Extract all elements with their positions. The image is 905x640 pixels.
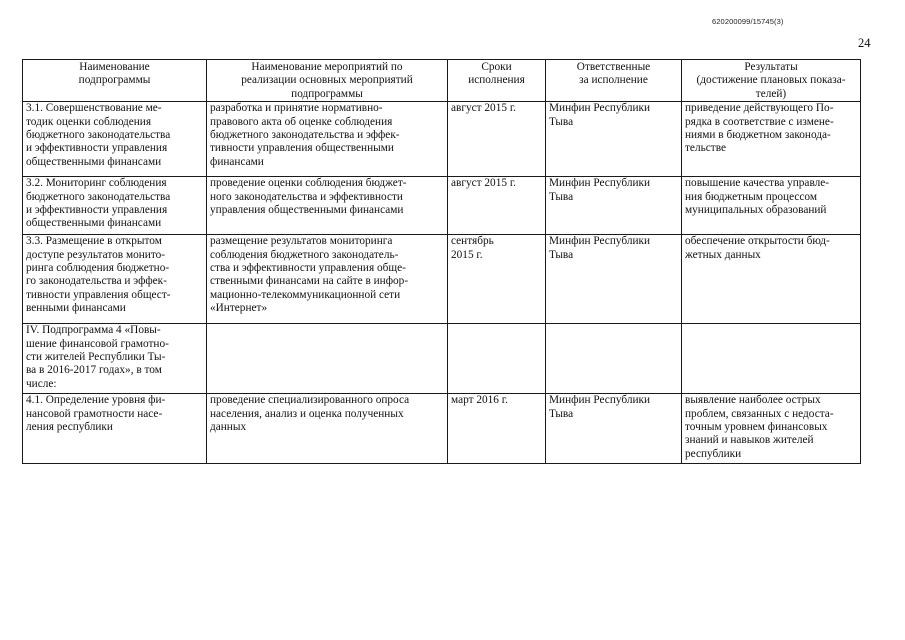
table-row (23, 324, 861, 394)
cell-subprogram: 3.2. Мониторинг соблюдения бюджетного законодательства и эффективности управления общественными финансами (23, 177, 207, 235)
cell-responsible: Минфин Республики Тыва (546, 102, 682, 177)
table-row (23, 394, 861, 464)
table-row (23, 102, 861, 177)
column-header-subprogram: Наименование подпрограммы (23, 60, 207, 102)
column-header-result: Результаты (достижение плановых показа- телей) (682, 60, 861, 102)
column-header-activity: Наименование мероприятий по реализации основных мероприятий подпрограммы (207, 60, 448, 102)
column-header-responsible: Ответственные за исполнение (546, 60, 682, 102)
cell-subprogram: 3.1. Совершенствование ме- тодик оценки соблюдения бюджетного законодательства и эффективности управления общественными финансами (23, 102, 207, 177)
cell-deadline (448, 324, 546, 394)
cell-subprogram: 4.1. Определение уровня фи- нансовой грамотности насе- ления республики (23, 394, 207, 464)
column-header-deadline: Сроки исполнения (448, 60, 546, 102)
table-row (23, 177, 861, 235)
cell-deadline: сентябрь 2015 г. (448, 235, 546, 324)
cell-activity: проведение специализированного опроса населения, анализ и оценка полученных данных (207, 394, 448, 464)
cell-result: повышение качества управле- ния бюджетным процессом муниципальных образований (682, 177, 861, 235)
cell-deadline: август 2015 г. (448, 102, 546, 177)
cell-result: выявление наиболее острых проблем, связанных с недоста- точным уровнем финансовых знаний и навыков жителей республики (682, 394, 861, 464)
table-header-row (23, 60, 861, 102)
cell-result: обеспечение открытости бюд- жетных данных (682, 235, 861, 324)
cell-deadline: март 2016 г. (448, 394, 546, 464)
document-code: 620200099/15745(3) (712, 17, 784, 26)
cell-activity: разработка и принятие нормативно- правового акта об оценке соблюдения бюджетного законодательства и эффек- тивности управления общественными финансами (207, 102, 448, 177)
cell-deadline: август 2015 г. (448, 177, 546, 235)
cell-result (682, 324, 861, 394)
activities-table (22, 59, 861, 464)
cell-responsible (546, 324, 682, 394)
cell-subprogram: IV. Подпрограмма 4 «Повы- шение финансовой грамотно- сти жителей Республики Ты- ва в 2016-2017 годах», в том числе: (23, 324, 207, 394)
cell-responsible: Минфин Республики Тыва (546, 394, 682, 464)
cell-subprogram: 3.3. Размещение в открытом доступе результатов монито- ринга соблюдения бюджетно- го законодательства и эффек- тивности управления общест- венными финансами (23, 235, 207, 324)
cell-activity: размещение результатов мониторинга соблюдения бюджетного законодатель- ства и эффективности управления обще- ственными финансами на сайте в инфор- мационно-телекоммуникационной сети «Интернет» (207, 235, 448, 324)
cell-responsible: Минфин Республики Тыва (546, 235, 682, 324)
page-number: 24 (858, 36, 871, 50)
table-row (23, 235, 861, 324)
cell-activity (207, 324, 448, 394)
cell-activity: проведение оценки соблюдения бюджет- ного законодательства и эффективности управления общественными финансами (207, 177, 448, 235)
cell-responsible: Минфин Республики Тыва (546, 177, 682, 235)
cell-result: приведение действующего По- рядка в соответствие с измене- ниями в бюджетном законода- тельстве (682, 102, 861, 177)
